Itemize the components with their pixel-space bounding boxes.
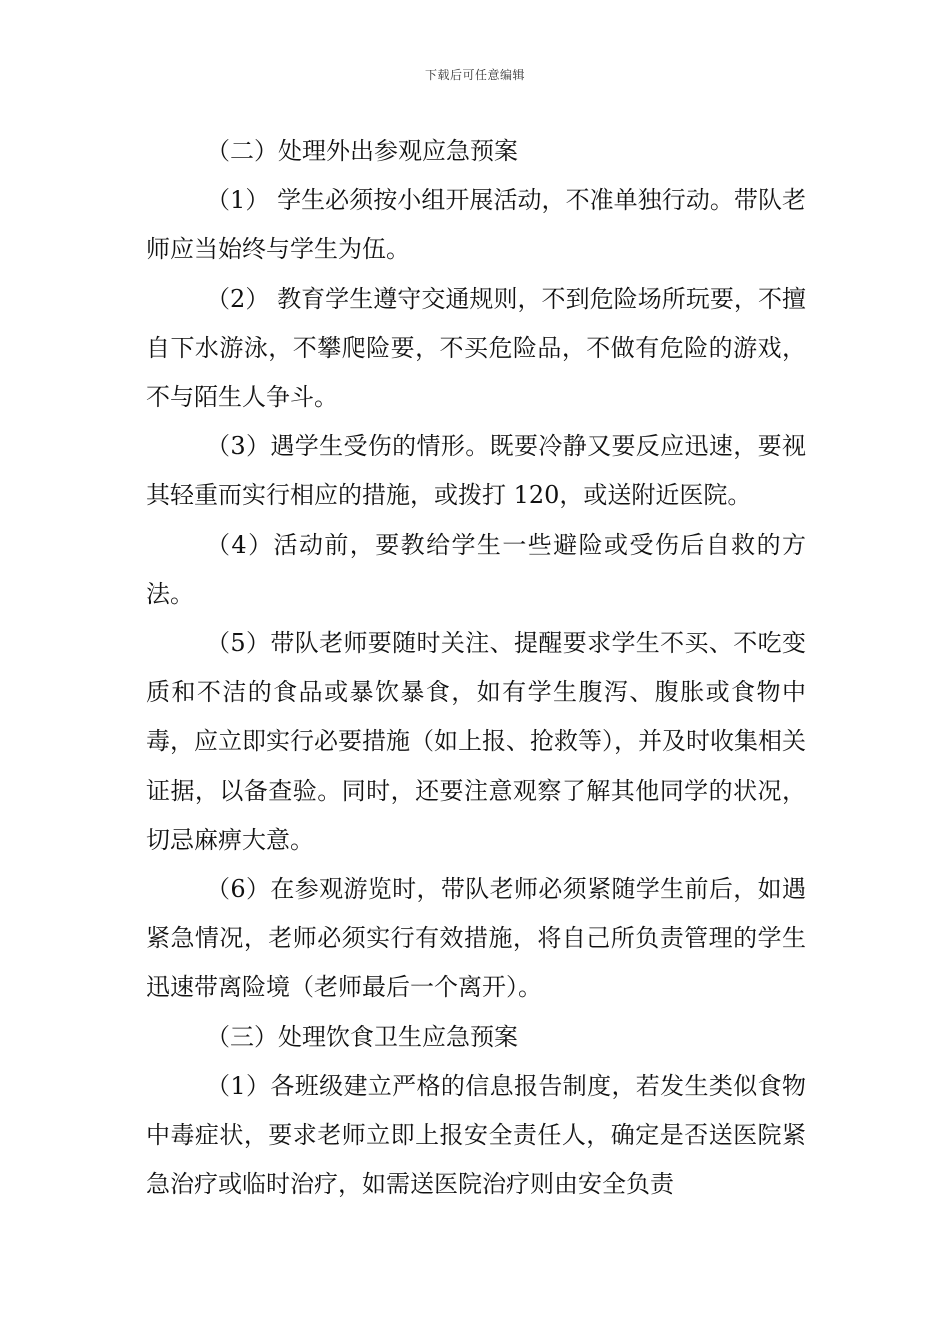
header-note: 下载后可任意编辑 [424, 68, 525, 82]
paragraph-2-6: （6）在参观游览时，带队老师必须紧随学生前后，如遇紧急情况，老师必须实行有效措施，将自己所负责管理的学生迅速带离险境（老师最后一个离开）。 [146, 875, 806, 1002]
paragraph-2-3: （3）遇学生受伤的情形。既要冷静又要反应迅速，要视其轻重而实行相应的措施，或拨打 120，或送附近医院。 [146, 432, 806, 510]
section-heading-3: （三）处理饮食卫生应急预案 [206, 1022, 518, 1051]
paragraph-2-1: （1） 学生必须按小组开展活动，不准单独行动。带队老师应当始终与学生为伍。 [146, 186, 806, 264]
section-heading-2: （二）处理外出参观应急预案 [206, 137, 518, 165]
paragraph-2-4: （4）活动前，要教给学生一些避险或受伤后自救的方法。 [146, 530, 806, 608]
document-body [146, 127, 806, 1209]
paragraph-2-5: （5）带队老师要随时关注、提醒要求学生不买、不吃变质和不洁的食品或暴饮暴食，如有学生腹泻、腹胀或食物中毒，应立即实行必要措施（如上报、抢救等），并及时收集相关证据，以备查验。同时，还要注意观察了解其他同学的状况，切忌麻痹大意。 [146, 629, 806, 854]
paragraph-2-2: （2） 教育学生遵守交通规则，不到危险场所玩要，不擅自下水游泳，不攀爬险要，不买危险品，不做有危险的游戏，不与陌生人争斗。 [146, 284, 806, 412]
paragraph-3-1: （1）各班级建立严格的信息报告制度，若发生类似食物中毒症状，要求老师立即上报安全责任人，确定是否送医院紧急治疗或临时治疗，如需送医院治疗则由安全负责 [146, 1071, 806, 1199]
